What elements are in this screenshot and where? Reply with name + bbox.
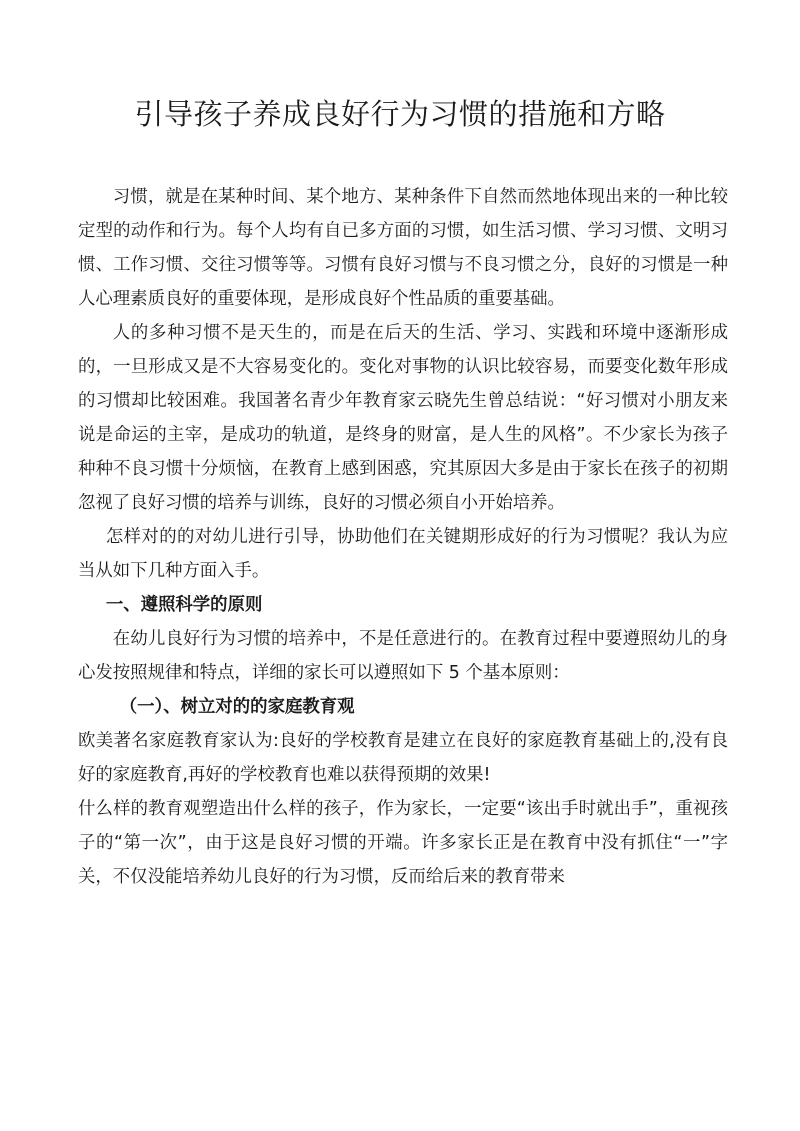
document-body <box>78 180 728 894</box>
paragraph-first-time: 什么样的教育观塑造出什么样的孩子，作为家长，一定要“该出手时就出手”，重视孩子的“第一次”，由于这是良好习惯的开端。许多家长正是在教育中没有抓住“一”字关，不仅没能培养幼儿良好的行为习惯，反而给后来的教育带来 <box>78 799 728 887</box>
paragraph-principles-intro: 在幼儿良好行为习惯的培养中，不是任意进行的。在教育过程中要遵照幼儿的身心发按照规律和特点，详细的家长可以遵照如下 5 个基本原则： <box>78 629 728 683</box>
paragraph-habit-definition: 习惯，就是在某种时间、某个地方、某种条件下自然而然地体现出来的一种比较定型的动作和行为。每个人均有自已多方面的习惯，如生活习惯、学习习惯、文明习惯、工作习惯、交往习惯等等。习惯有良好习惯与不良习惯之分，良好的习惯是一种人心理素质良好的重要体现，是形成良好个性品质的重要基础。 <box>78 187 728 309</box>
paragraph-approach: 怎样对的的对幼儿进行引导，协助他们在关键期形成好的行为习惯呢？我认为应当从如下几种方面入手。 <box>78 527 728 581</box>
paragraph-family-education: 欧美著名家庭教育家认为:良好的学校教育是建立在良好的家庭教育基础上的,没有良好的家庭教育,再好的学校教育也难以获得预期的效果! <box>78 731 728 785</box>
subheading-education-view: （一）、树立对的的家庭教育观 <box>119 697 355 717</box>
paragraph-habit-formation: 人的多种习惯不是天生的，而是在后天的生活、学习、实践和环境中逐渐形成的，一旦形成又是不大容易变化的。变化对事物的认识比较容易，而要变化数年形成的习惯却比较困难。我国著名青少年教育家云晓先生曾总结说：“好习惯对小朋友来说是命运的主宰，是成功的轨道，是终身的财富，是人生的风格”。不少家长为孩子种种不良习惯十分烦恼，在教育上感到困惑，究其原因大多是由于家长在孩子的初期忽视了良好习惯的培养与训练，良好的习惯必须自小开始培养。 <box>78 323 728 513</box>
document-title: 引导孩子养成良好行为习惯的措施和方略 <box>134 97 666 131</box>
heading-principles: 一、遵照科学的原则 <box>105 595 263 615</box>
